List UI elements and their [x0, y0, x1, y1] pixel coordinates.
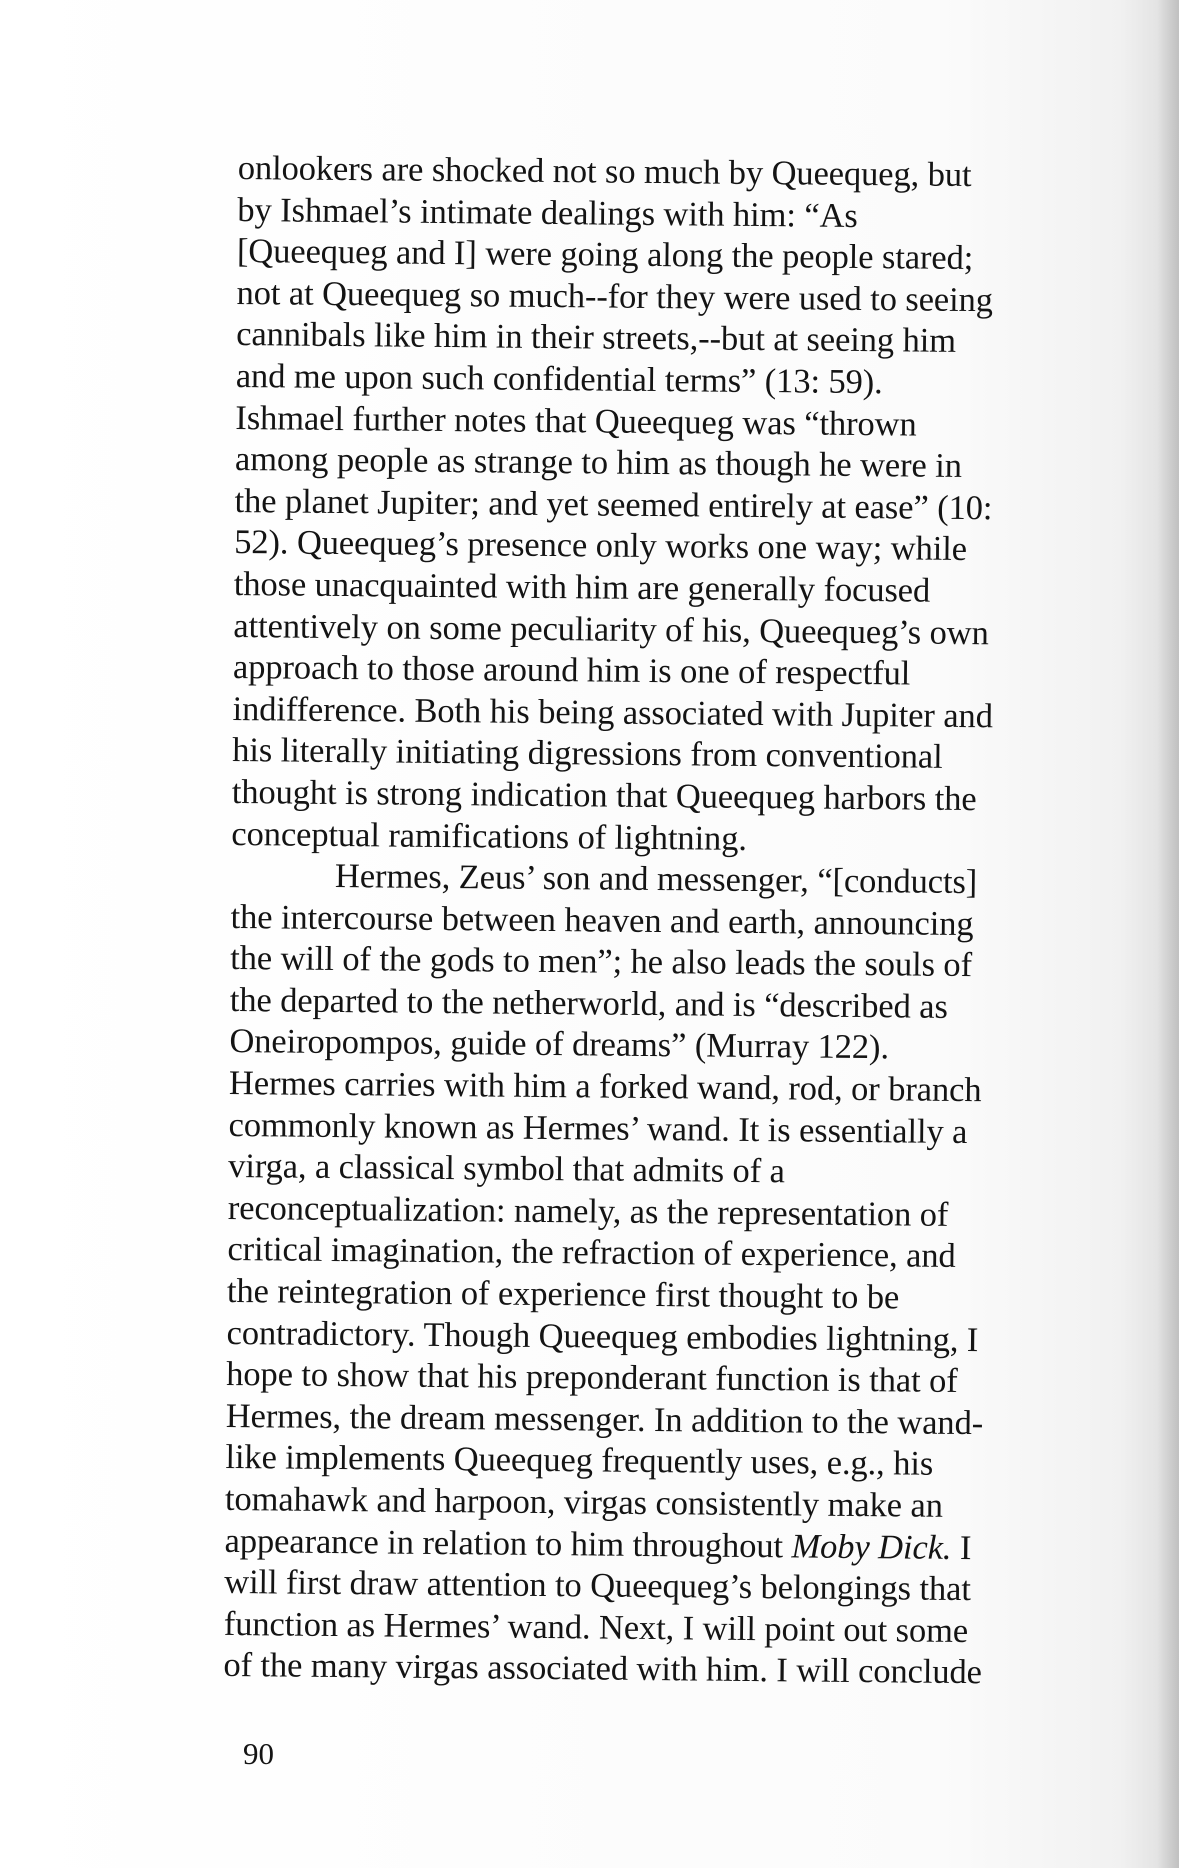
text-line: thought is strong indication that Queequeg harbors the	[231, 772, 977, 819]
text-line: onlookers are shocked not so much by Queequeg, but	[237, 148, 972, 195]
text-line: the planet Jupiter; and yet seemed entirely at ease” (10:	[234, 481, 993, 528]
text-line: virga, a classical symbol that admits of a	[228, 1147, 786, 1191]
text-line: the departed to the netherworld, and is “described as	[229, 980, 948, 1026]
text-line: those unacquainted with him are generally focused	[233, 564, 931, 610]
text-line: his literally initiating digressions from conventional	[232, 731, 943, 777]
text-line: 52). Queequeg’s presence only works one way; while	[234, 523, 968, 569]
text-line: contradictory. Though Queequeg embodies lightning, I	[226, 1313, 979, 1359]
text-line: of the many virgas associated with him. I will conclude	[223, 1646, 983, 1692]
text-line: Hermes, the dream messenger. In addition to the wand-	[225, 1396, 984, 1443]
text-line: the will of the gods to men”; he also leads the souls of	[230, 939, 973, 985]
page-number: 90	[243, 1736, 274, 1771]
text-line: attentively on some peculiarity of his, Queequeg’s own	[233, 606, 989, 652]
text-line: critical imagination, the refraction of experience, and	[227, 1230, 956, 1276]
text-line: not at Queequeg so much--for they were used to seeing	[236, 273, 994, 320]
text-line: will first draw attention to Queequeg’s belongings that	[224, 1563, 972, 1609]
text-line: Oneiropompos, guide of dreams” (Murray 122).	[229, 1022, 890, 1067]
text-line: like implements Queequeg frequently uses, e.g., his	[225, 1438, 934, 1484]
text-line: Ishmael further notes that Queequeg was “thrown	[235, 398, 917, 444]
body-text	[223, 148, 1068, 1695]
text-line: and me upon such confidential terms” (13: 59).	[235, 356, 883, 402]
text-fragment: I	[951, 1528, 972, 1567]
text-line: indifference. Both his being associated with Jupiter and	[232, 689, 994, 735]
text-line: Hermes carries with him a forked wand, rod, or branch	[228, 1064, 982, 1110]
text-line: [Queequeg and I] were going along the people stared;	[236, 232, 974, 278]
page-edge-shadow	[1157, 0, 1179, 1868]
paragraph-start-line: Hermes, Zeus’ son and messenger, “[conducts]	[334, 857, 978, 902]
book-title: Moby Dick.	[791, 1526, 952, 1567]
text-line: tomahawk and harpoon, virgas consistently make an	[224, 1479, 944, 1525]
text-line: commonly known as Hermes’ wand. It is essentially a	[228, 1105, 968, 1151]
text-line: reconceptualization: namely, as the representation of	[227, 1188, 949, 1234]
text-line: the intercourse between heaven and earth, announcing	[230, 897, 974, 943]
text-line: hope to show that his preponderant function is that of	[226, 1355, 958, 1401]
text-line: conceptual ramifications of lightning.	[231, 814, 748, 858]
text-line: the reintegration of experience first thought to be	[226, 1271, 900, 1317]
text-line: cannibals like him in their streets,--but at seeing him	[236, 315, 957, 361]
text-line: among people as strange to him as though he were in	[234, 440, 963, 486]
text-line: function as Hermes’ wand. Next, I will point out some	[223, 1604, 969, 1650]
text-line: by Ishmael’s intimate dealings with him: “As	[237, 190, 858, 235]
text-fragment: appearance in relation to him throughout	[224, 1521, 792, 1565]
text-line: approach to those around him is one of respectful	[232, 648, 911, 693]
